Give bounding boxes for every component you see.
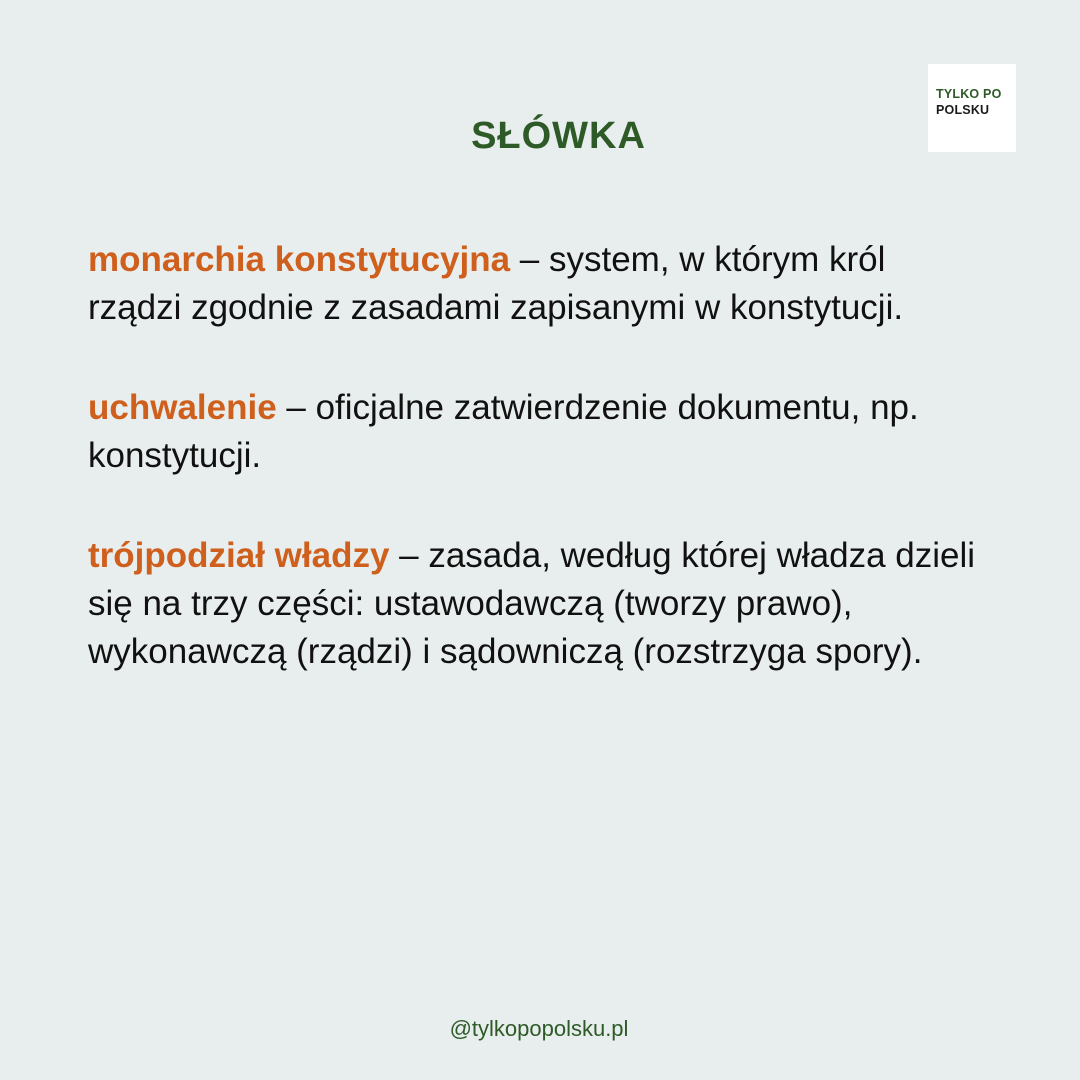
vocabulary-list <box>88 236 988 728</box>
vocabulary-definition: – oficjalne zatwierdzenie dokumentu, np. konstytucji. <box>88 388 919 475</box>
vocabulary-entry <box>88 532 988 676</box>
vocabulary-entry <box>88 384 988 480</box>
vocabulary-term: monarchia konstytucyjna <box>88 240 511 279</box>
vocabulary-definition: – zasada, według której władza dzieli się na trzy części: ustawodawczą (tworzy prawo), wykonawczą (rządzi) i sądowniczą (rozstrzyga spory). <box>88 536 976 671</box>
logo-line-1: TYLKO PO <box>936 87 1002 101</box>
vocabulary-definition: – system, w którym król rządzi zgodnie z zasadami zapisanymi w konstytucji. <box>88 240 904 327</box>
vocabulary-term: uchwalenie <box>88 388 277 427</box>
vocabulary-term: trójpodział władzy <box>88 536 390 575</box>
social-handle: @tylkopopolsku.pl <box>449 1016 629 1041</box>
logo-line-2: POLSKU <box>936 103 990 117</box>
page-title: SŁÓWKA <box>471 115 646 157</box>
vocabulary-entry <box>88 236 988 332</box>
